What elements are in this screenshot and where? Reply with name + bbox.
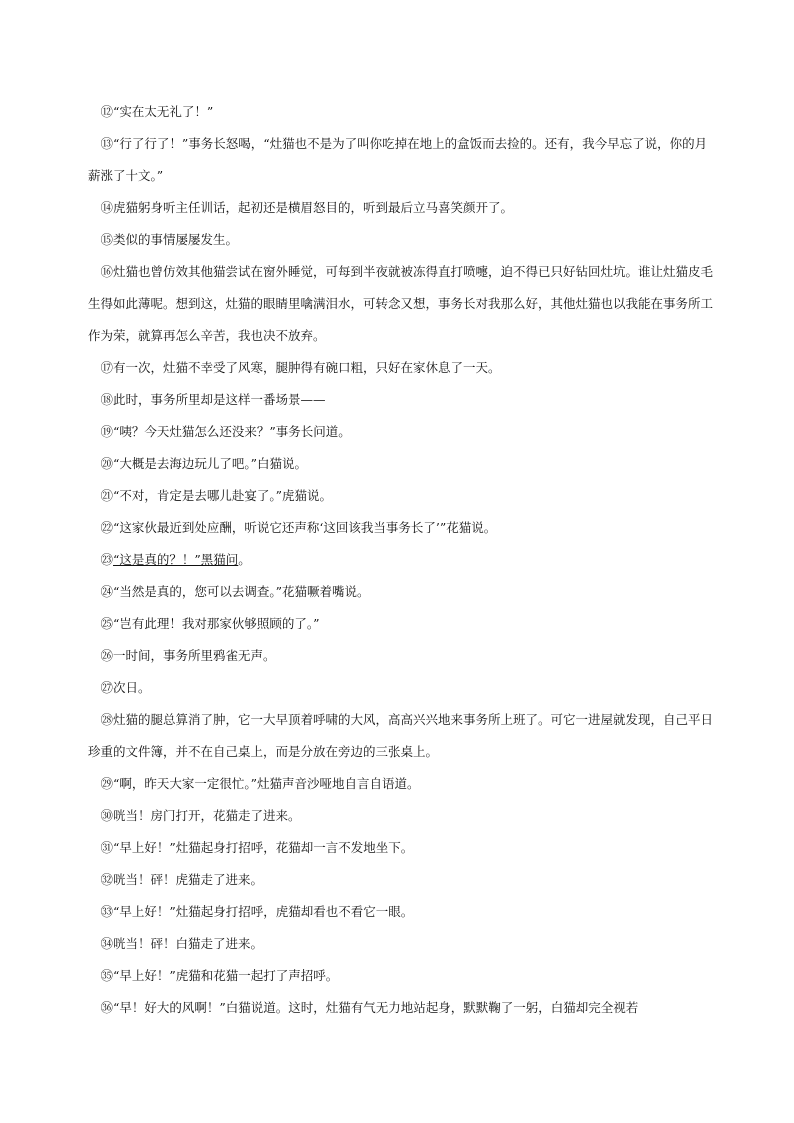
paragraph-21: ㉑“不对，肯定是去哪儿赴宴了。”虎猫说。 xyxy=(100,488,333,503)
paragraph-23-number: ㉓ xyxy=(100,552,114,567)
paragraph-25: ㉕“岂有此理！我对那家伙够照顾的了。” xyxy=(100,616,320,631)
story-text xyxy=(88,96,718,1024)
paragraph-23-underlined-text: “这是真的？！”黑猫问 xyxy=(113,552,239,567)
paragraph-29: ㉙“啊，昨天大家一定很忙。”灶猫声音沙哑地自言自语道。 xyxy=(100,776,420,791)
paragraph-27: ㉗次日。 xyxy=(100,680,151,695)
paragraph-30: ㉚咣当！房门打开，花猫走了进来。 xyxy=(100,808,301,823)
paragraph-24: ㉔“当然是真的，您可以去调查。”花猫噘着嘴说。 xyxy=(100,584,370,599)
paragraph-32: ㉜咣当！砰！虎猫走了进来。 xyxy=(100,872,264,887)
paragraph-34: ㉞咣当！砰！白猫走了进来。 xyxy=(100,936,264,951)
paragraph-15: ⑮类似的事情屡屡发生。 xyxy=(100,232,239,247)
paragraph-26: ㉖一时间，事务所里鸦雀无声。 xyxy=(100,648,276,663)
paragraph-35: ㉟“早上好！”虎猫和花猫一起打了声招呼。 xyxy=(100,968,339,983)
paragraph-12: ⑫“实在太无礼了！” xyxy=(100,104,214,119)
paragraph-18: ⑱此时，事务所里却是这样一番场景—— xyxy=(100,392,326,407)
paragraph-28: ㉘灶猫的腿总算消了肿，它一大早顶着呼啸的大风，高高兴兴地来事务所上班了。可它一进屋就发现，自己平日珍重的文件簿，并不在自己桌上，而是分放在旁边的三张桌上。 xyxy=(88,712,714,759)
paragraph-20: ⑳“大概是去海边玩儿了吧。”白猫说。 xyxy=(100,456,308,471)
paragraph-19: ⑲“咦？今天灶猫怎么还没来？”事务长问道。 xyxy=(100,424,351,439)
paragraph-17: ⑰有一次，灶猫不幸受了风寒，腿肿得有碗口粗，只好在家休息了一天。 xyxy=(100,360,501,375)
paragraph-23 xyxy=(88,544,718,576)
paragraph-14: ⑭虎猫躬身听主任训话，起初还是横眉怒目的，听到最后立马喜笑颜开了。 xyxy=(100,200,514,215)
paragraph-13: ⑬“行了行了！”事务长怒喝，“灶猫也不是为了叫你吃掉在地上的盒饭而去捡的。还有，我今早忘了说，你的月薪涨了十文。” xyxy=(88,136,708,183)
paragraph-33: ㉝“早上好！”灶猫起身打招呼，虎猫却看也不看它一眼。 xyxy=(100,904,414,919)
paragraph-23-end: 。 xyxy=(238,552,251,567)
paragraph-36: ㊱“早！好大的风啊！”白猫说道。这时，灶猫有气无力地站起身，默默鞠了一躬，白猫却完全视若 xyxy=(100,1000,639,1015)
paragraph-22: ㉒“这家伙最近到处应酬，听说它还声称‘这回该我当事务长了’”花猫说。 xyxy=(100,520,497,535)
paragraph-16: ⑯灶猫也曾仿效其他猫尝试在窗外睡觉，可每到半夜就被冻得直打喷嚏，迫不得已只好钻回灶坑。谁让灶猫皮毛生得如此薄呢。想到这，灶猫的眼睛里噙满泪水，可转念又想，事务长对我那么好，其他灶猫也以我能在事务所工作为荣，就算再怎么辛苦，我也决不放弃。 xyxy=(88,264,714,343)
paragraph-31: ㉛“早上好！”灶猫起身打招呼，花猫却一言不发地坐下。 xyxy=(100,840,414,855)
